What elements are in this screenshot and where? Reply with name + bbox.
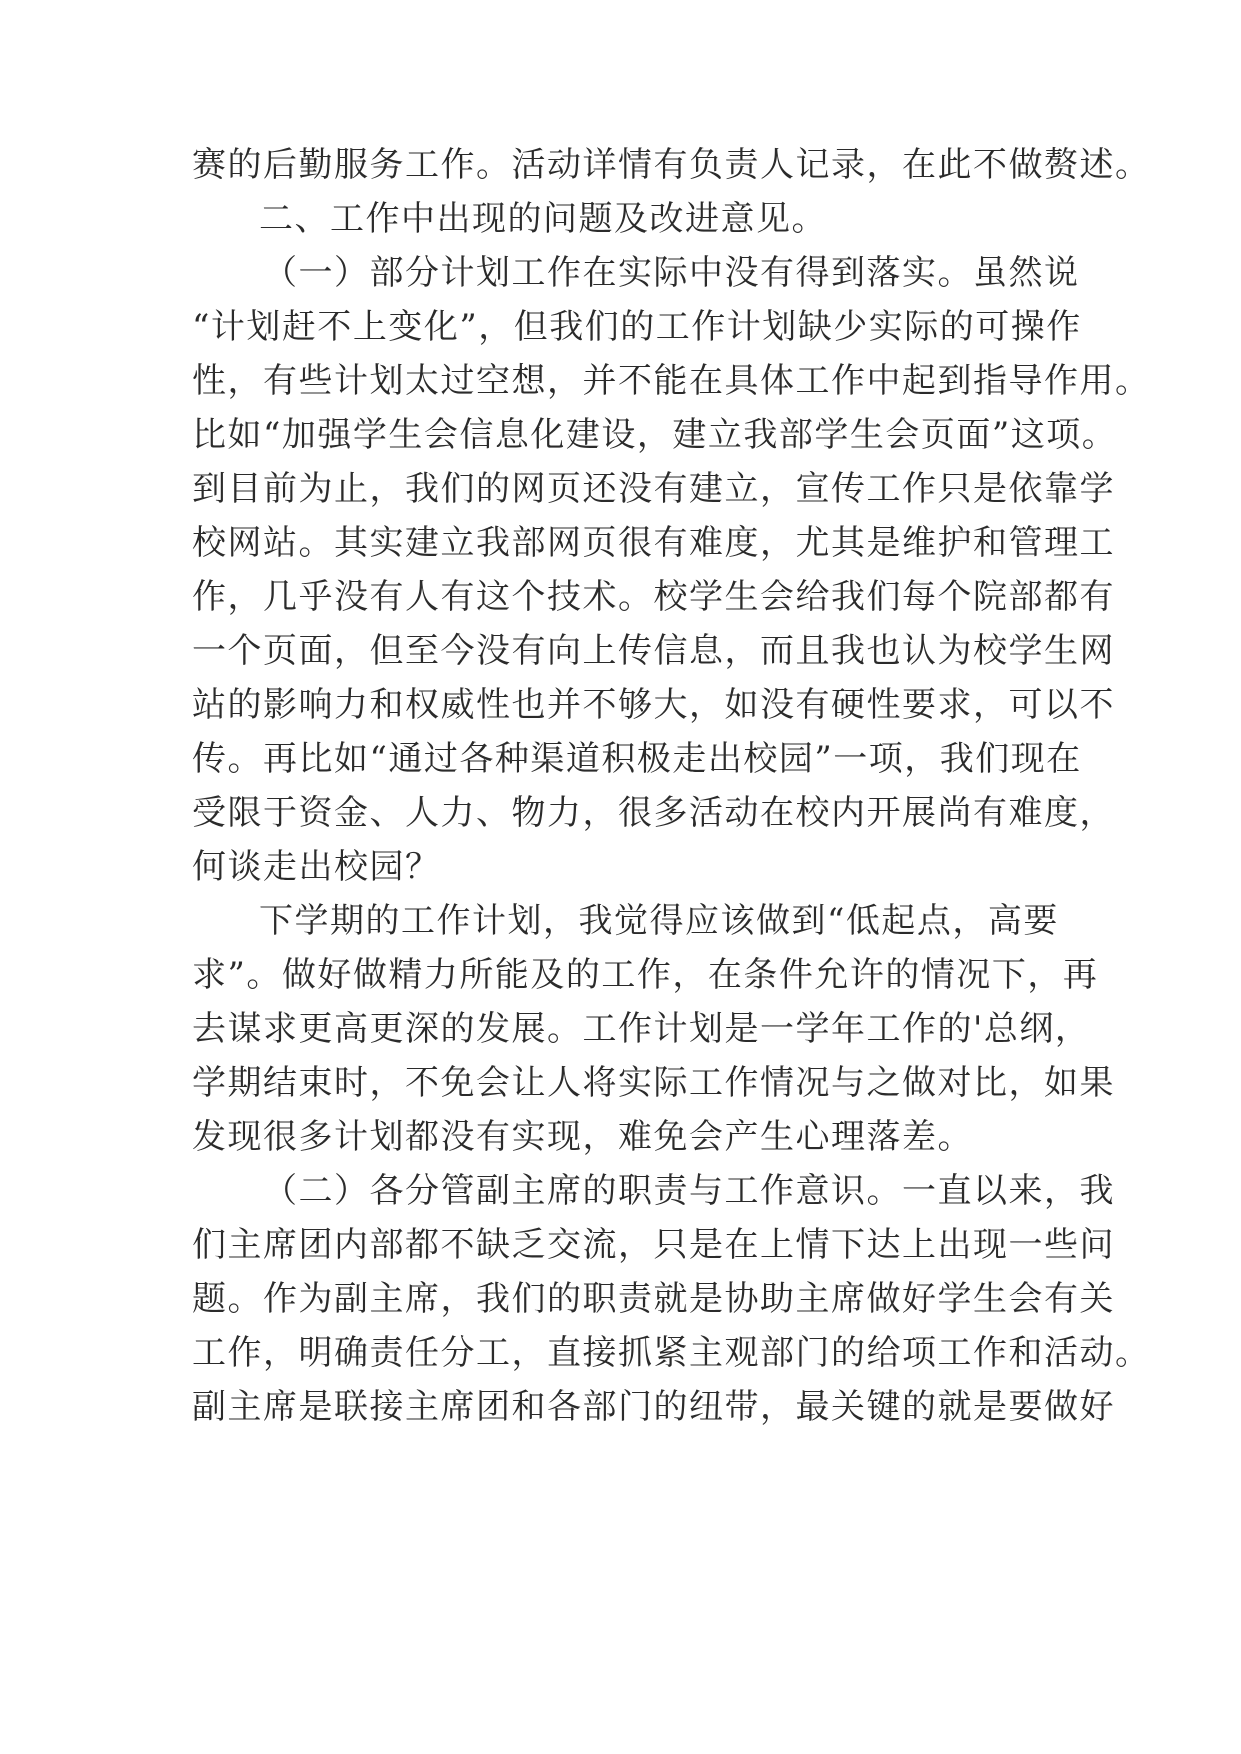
paragraph-line: 下学期的工作计划，我觉得应该做到“低起点，高要 [259,901,1059,941]
section-heading: 二、工作中出现的问题及改进意见。 [259,199,827,239]
paragraph-line: 作，几乎没有人有这个技术。校学生会给我们每个院部都有 [192,577,1115,617]
paragraph-line: 们主席团内部都不缺乏交流，只是在上情下达上出现一些问 [192,1225,1115,1265]
paragraph-line: 赛的后勤服务工作。活动详情有负责人记录，在此不做赘述。 [192,145,1151,185]
paragraph-line: 发现很多计划都没有实现，难免会产生心理落差。 [192,1117,973,1157]
paragraph-line: （一）部分计划工作在实际中没有得到落实。虽然说 [263,253,1080,293]
paragraph-line: 比如“加强学生会信息化建设，建立我部学生会页面”这项。 [192,415,1118,455]
paragraph-line: 到目前为止，我们的网页还没有建立，宣传工作只是依靠学 [192,469,1115,509]
paragraph-line: 副主席是联接主席团和各部门的纽带，最关键的就是要做好 [192,1387,1115,1427]
paragraph-line: （二）各分管副主席的职责与工作意识。一直以来，我 [263,1171,1115,1211]
paragraph-line: “计划赶不上变化”，但我们的工作计划缺少实际的可操作 [192,307,1082,347]
paragraph-line: 一个页面，但至今没有向上传信息，而且我也认为校学生网 [192,631,1115,671]
paragraph-line: 传。再比如“通过各种渠道积极走出校园”一项，我们现在 [192,739,1082,779]
paragraph-line: 题。作为副主席，我们的职责就是协助主席做好学生会有关 [192,1279,1115,1319]
paragraph-line: 受限于资金、人力、物力，很多活动在校内开展尚有难度， [192,793,1115,833]
paragraph-line: 性，有些计划太过空想，并不能在具体工作中起到指导作用。 [192,361,1151,401]
paragraph-line: 校网站。其实建立我部网页很有难度，尤其是维护和管理工 [192,523,1115,563]
paragraph-line: 何谈走出校园？ [192,847,441,887]
paragraph-line: 工作，明确责任分工，直接抓紧主观部门的给项工作和活动。 [192,1333,1151,1373]
paragraph-line: 去谋求更高更深的发展。工作计划是一学年工作的'总纲， [192,1009,1091,1049]
paragraph-line: 学期结束时，不免会让人将实际工作情况与之做对比，如果 [192,1063,1115,1103]
paragraph-line: 求”。做好做精力所能及的工作，在条件允许的情况下，再 [192,955,1099,995]
paragraph-line: 站的影响力和权威性也并不够大，如没有硬性要求，可以不 [192,685,1115,725]
